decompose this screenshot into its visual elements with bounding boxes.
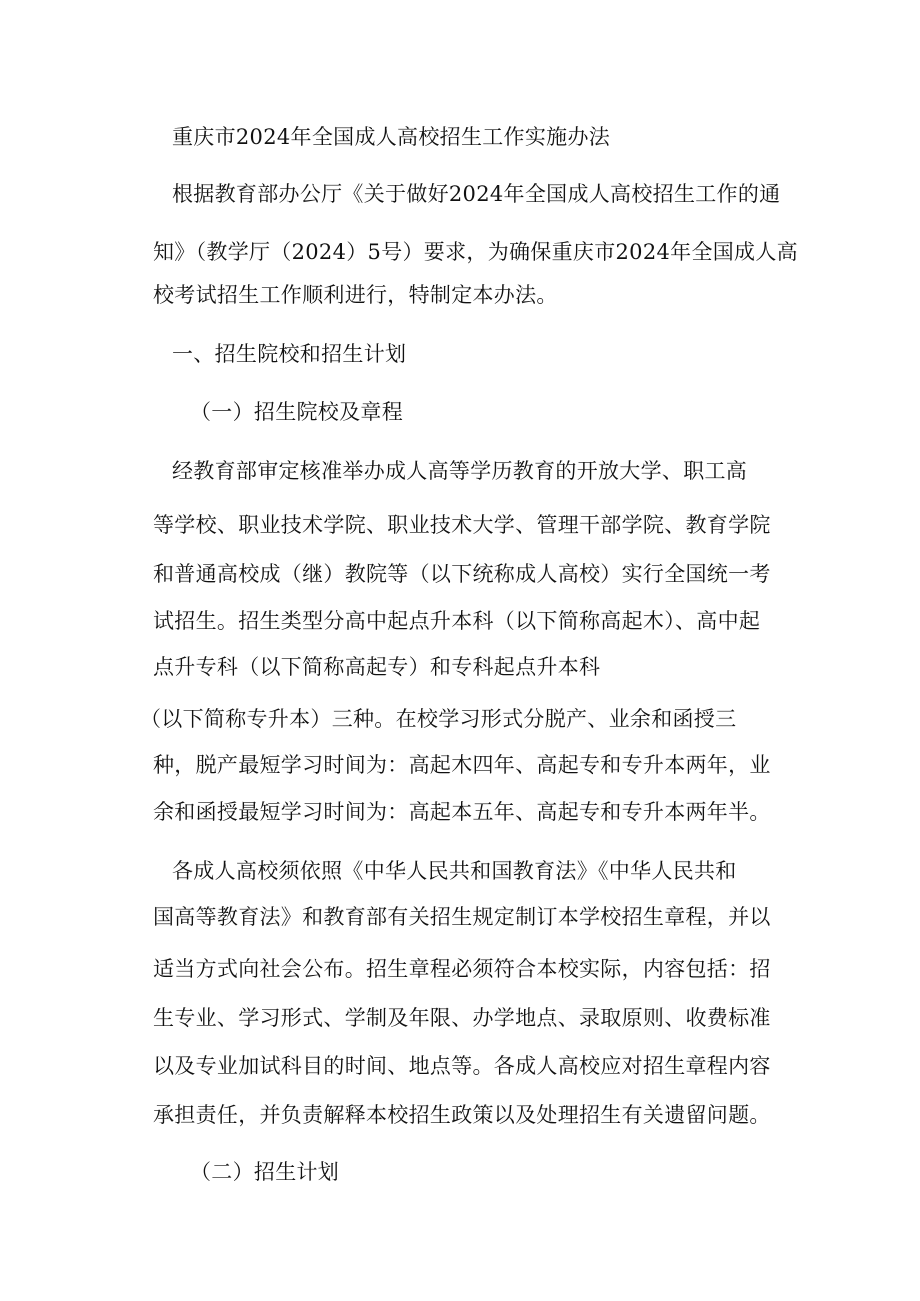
institutions-line-1: 经教育部审定核准举办成人高等学历教育的开放大学、职工高 [172, 459, 748, 483]
institutions-line-7: 种，脱产最短学习时间为：高起木四年、高起专和专升本两年，业 [153, 753, 771, 777]
charter-line-2: 国高等教育法》和教育部有关招生规定制订本学校招生章程，并以 [153, 905, 771, 929]
intro-line-3: 校考试招生工作顺利进行，特制定本办法。 [153, 283, 558, 307]
charter-line-5: 以及专业加试科目的时间、地点等。各成人高校应对招生章程内容 [153, 1054, 771, 1078]
institutions-line-3: 和普通高校成（继）教院等（以下统称成人高校）实行全国统一考 [153, 562, 771, 586]
institutions-line-2: 等学校、职业技术学院、职业技术大学、管理干部学院、教育学院 [153, 513, 771, 537]
institutions-line-8: 余和函授最短学习时间为：高起本五年、高起专和专升本两年半。 [153, 800, 771, 824]
charter-line-3: 适当方式向社会公布。招生章程必须符合本校实际，内容包括：招 [153, 957, 771, 981]
charter-line-4: 生专业、学习形式、学制及年限、办学地点、录取原则、收费标准 [153, 1006, 771, 1030]
section-heading-1: 一、招生院校和招生计划 [172, 342, 407, 366]
institutions-line-6: （以下简称专升本）三种。在校学习形式分脱产、业余和函授三 [140, 707, 737, 731]
document-title: 重庆市2024年全国成人高校招生工作实施办法 [172, 125, 611, 149]
institutions-line-4: 试招生。招生类型分高中起点升本科（以下简称高起木）、高中起 [153, 609, 761, 633]
charter-line-1: 各成人高校须依照《中华人民共和国教育法》《中华人民共和 [172, 859, 737, 883]
intro-line-2: 知》（教学厅（2024）5号）要求，为确保重庆市2024年全国成人高 [153, 240, 798, 264]
charter-line-6: 承担责任，并负责解释本校招生政策以及处理招生有关遗留问题。 [153, 1103, 771, 1127]
intro-line-1: 根据教育部办公厅《关于做好2024年全国成人高校招生工作的通 [172, 182, 781, 206]
subsection-heading-1: （一）招生院校及章程 [190, 400, 403, 424]
subsection-heading-2: （二）招生计划 [190, 1160, 340, 1184]
institutions-line-5: 点升专科（以下简称高起专）和专科起点升本科 [153, 655, 601, 679]
